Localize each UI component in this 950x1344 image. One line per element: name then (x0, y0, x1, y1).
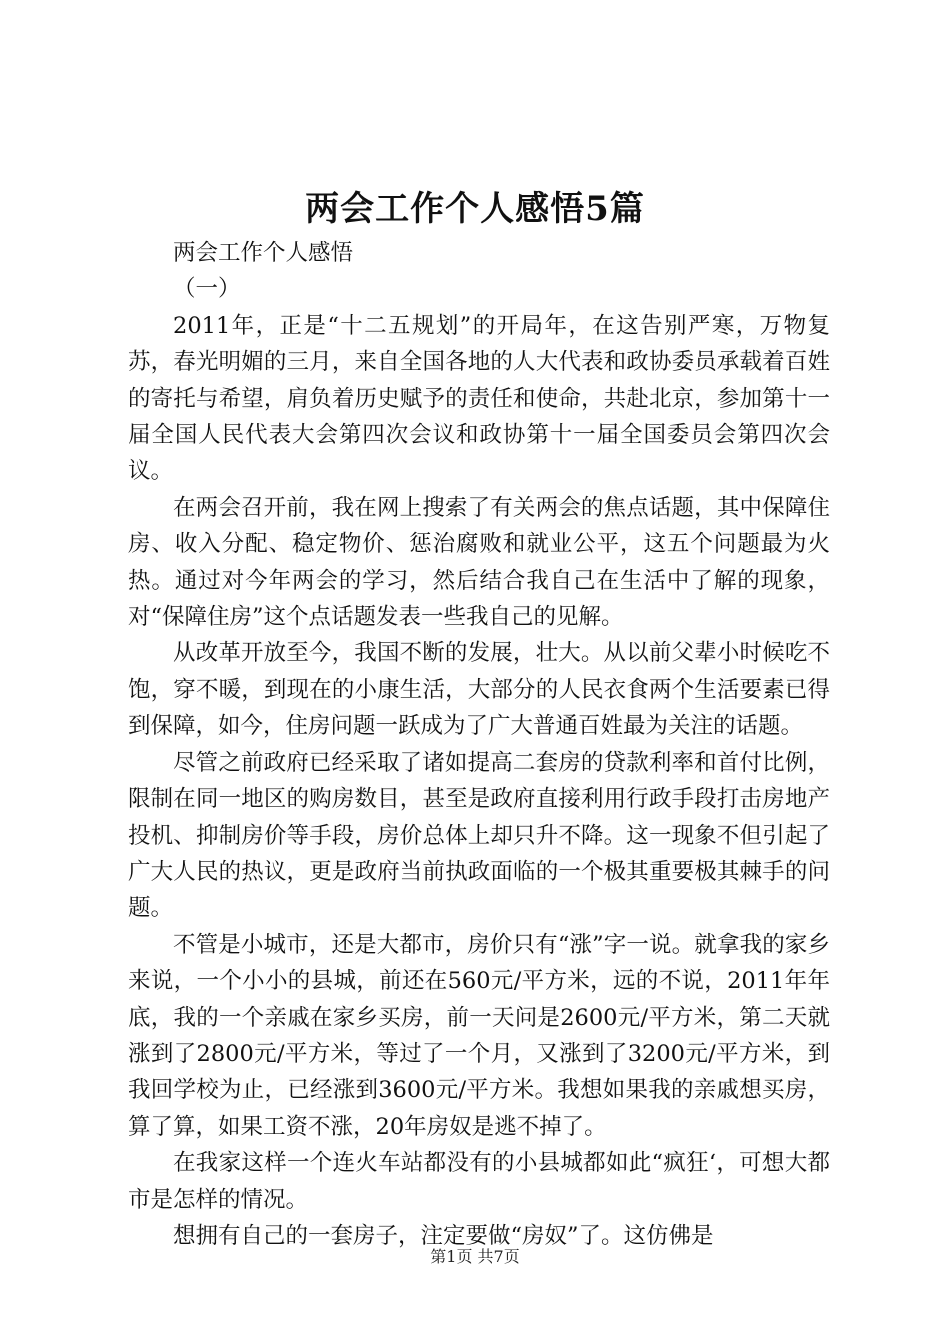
document-body (128, 235, 830, 1254)
document-title: 两会工作个人感悟5篇 (305, 189, 645, 229)
paragraph: 在我家这样一个连火车站都没有的小县城都如此“疯狂‘，可想大都市是怎样的情况。 (128, 1150, 830, 1213)
paragraph: 不管是小城市，还是大都市，房价只有“涨”字一说。就拿我的家乡来说，一个小小的县城，前还在560元/平方米，远的不说，2011年年底，我的一个亲戚在家乡买房，前一天问是2600元/平方米，第二天就涨到了2800元/平方米，等过了一个月，又涨到了3200元/平方米，到我回学校为止，已经涨到3600元/平方米。我想如果我的亲戚想买房，算了算，如果工资不涨，20年房奴是逃不掉了。 (128, 931, 830, 1140)
document-subtitle: 两会工作个人感悟 (173, 240, 354, 266)
page-footer: 第1页 共7页 (430, 1247, 520, 1266)
paragraph: 尽管之前政府已经采取了诸如提高二套房的贷款利率和首付比例，限制在同一地区的购房数目，甚至是政府直接利用行政手段打击房地产投机、抑制房价等手段，房价总体上却只升不降。这一现象不但引起了广大人民的热议，更是政府当前执政面临的一个极其重要极其棘手的问题。 (128, 749, 830, 922)
paragraph: 从改革开放至今，我国不断的发展，壮大。从以前父辈小时候吃不饱，穿不暖，到现在的小康生活，大部分的人民衣食两个生活要素已得到保障，如今，住房问题一跃成为了广大普通百姓最为关注的话题。 (128, 640, 830, 740)
paragraph: 想拥有自己的一套房子，注定要做“房奴”了。这仿佛是 (173, 1222, 714, 1249)
section-mark: （一） (173, 276, 241, 303)
paragraph: 在两会召开前，我在网上搜索了有关两会的焦点话题，其中保障住房、收入分配、稳定物价、惩治腐败和就业公平，这五个问题最为火热。通过对今年两会的学习，然后结合我自己在生活中了解的现象，对“保障住房”这个点话题发表一些我自己的见解。 (128, 494, 830, 631)
paragraph: 2011年，正是“十二五规划”的开局年，在这告别严寒，万物复苏，春光明媚的三月，来自全国各地的人大代表和政协委员承载着百姓的寄托与希望，肩负着历史赋予的责任和使命，共赴北京，参加第十一届全国人民代表大会第四次会议和政协第十一届全国委员会第四次会议。 (128, 312, 830, 485)
